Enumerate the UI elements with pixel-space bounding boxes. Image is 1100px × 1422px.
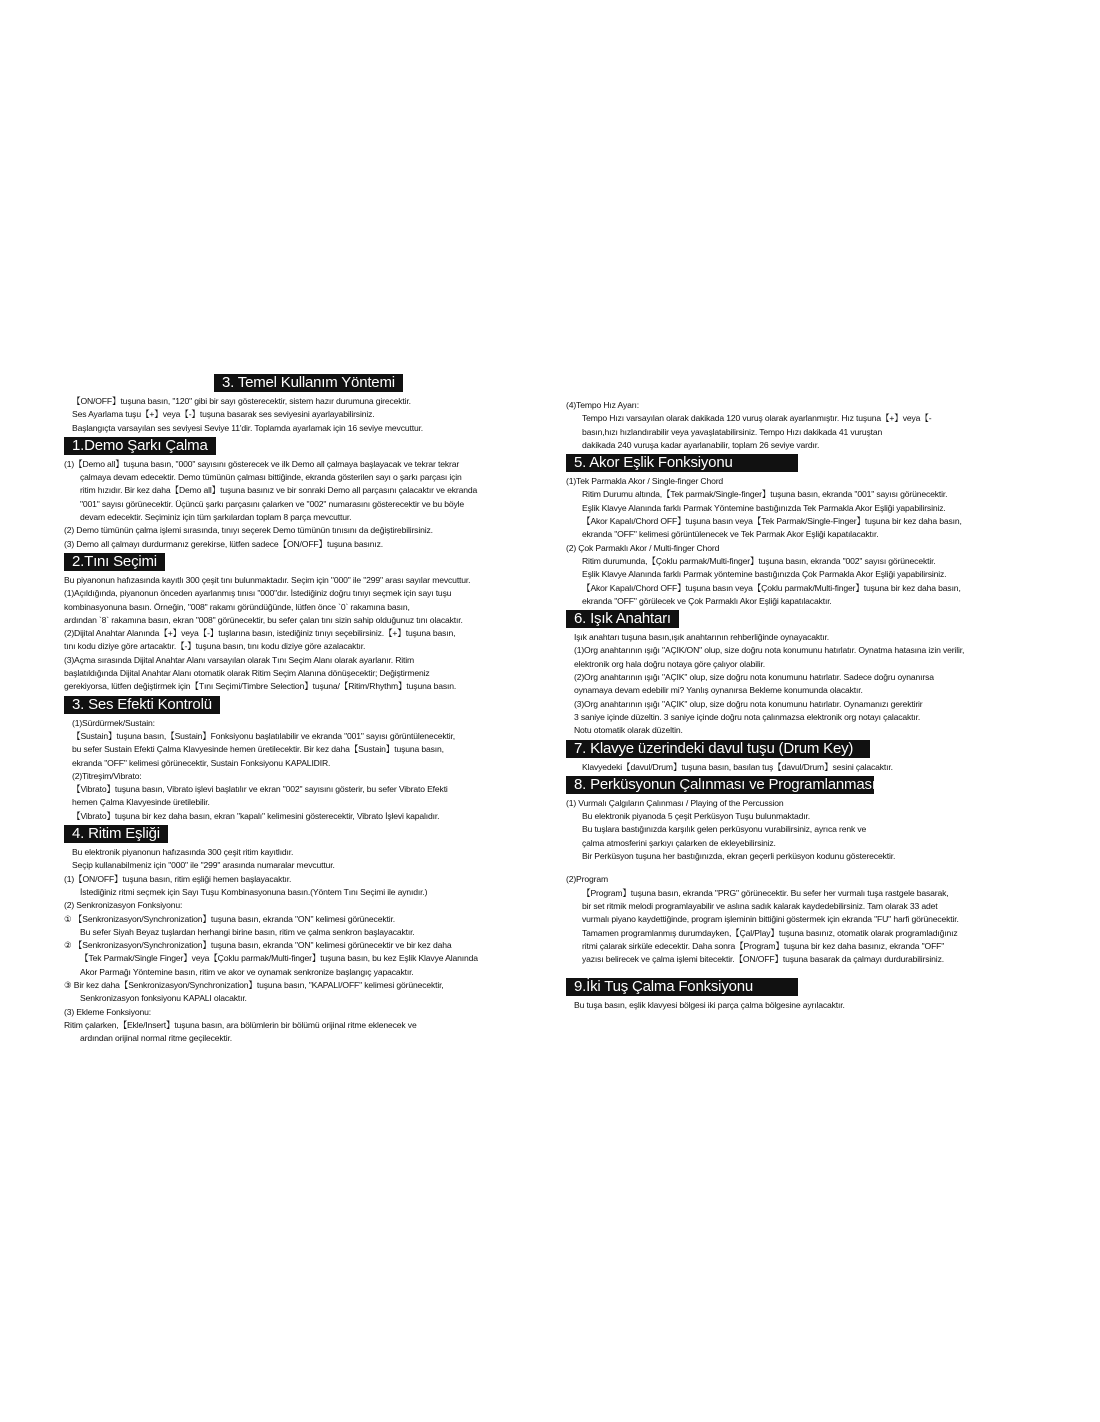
body-line: (1)Açıldığında, piyanonun önceden ayarlanmış tınısı "000"dır. İstediğiniz doğru tınıyı seçmek için sayı tuşu <box>64 588 452 599</box>
body-line: ardından orijinal normal ritme geçilecektir. <box>80 1033 232 1044</box>
spacer <box>566 966 1002 976</box>
section-heading-row <box>566 976 1002 999</box>
section-heading: 3. Temel Kullanım Yöntemi <box>214 374 403 392</box>
body-line: ekranda "OFF" kelimesi görüntülenecek ve Tek Parmak Akor Eşliği kapatılacaktır. <box>582 529 879 540</box>
body-line: dakikada 240 vuruşa kadar ayarlanabilir, toplam 26 seviye vardır. <box>582 439 820 450</box>
body-line: ekranda "OFF" kelimesi görünecektir, Sustain Fonksiyonu KAPALIDIR. <box>72 757 331 768</box>
body-line: ardından `8` rakamına basın, ekran "008" görünecektir, bu sefer çalan tını sizin sahip olduğunuz tını olacaktır. <box>64 614 463 625</box>
body-line: (3)Org anahtarının ışığı "AÇIK" olup, size doğru nota konumunu hatırlatır. Oynamanızı gerektirir <box>574 698 923 709</box>
right-column <box>566 399 1002 1013</box>
section-heading: 8. Perküsyonun Çalınması ve Programlanması <box>566 776 874 794</box>
body-line: ② 【Senkronizasyon/Synchronization】tuşuna basın, ekranda "ON" kelimesi görünecektir ve bir kez daha <box>64 940 452 951</box>
left-column <box>64 372 534 1045</box>
section-heading: 5. Akor Eşlik Fonksiyonu <box>566 454 798 472</box>
body-line: (3) Demo all çalmayı durdurmanız gerekirse, lütfen sadece【ON/OFF】tuşuna basınız. <box>64 538 383 549</box>
section-heading: 9.İki Tuş Çalma Fonksiyonu <box>566 978 798 996</box>
body-line: çalma atmosferini şarkıyı çalarken de ekleyebilirsiniz. <box>582 837 776 848</box>
body-line: Ritim durumunda,【Çoklu parmak/Multi-finger】tuşuna basın, ekranda "002" sayısı görünecektir. <box>582 555 936 566</box>
section-heading-row <box>64 372 534 395</box>
body-line: İstediğiniz ritmi seçmek için Sayı Tuşu Kombinasyonuna basın.(Yöntem Tını Seçimi ile aynıdır.) <box>80 886 428 897</box>
body-line: (1)Org anahtarının ışığı "AÇIK/ON" olup, size doğru nota konumunu hatırlatır. Oynatma hatasına izin verilir, <box>574 645 965 656</box>
section-heading-row <box>566 452 1002 475</box>
body-line: Bu tuşa basın, eşlik klavyesi bölgesi iki parça çalma bölgesine ayrılacaktır. <box>574 1000 845 1011</box>
body-line: yazısı belirecek ve çalma işlemi bitecektir.【ON/OFF】tuşuna basarak da çalmayı durdurabilirsiniz. <box>582 954 944 965</box>
body-line: bir set ritmik melodi programlayabilir ve aslına sadık kalarak kaydedebilirsiniz. Tam olarak 33 adet <box>582 900 938 911</box>
body-line: Ritim çalarken,【Ekle/Insert】tuşuna basın, ara bölümlerin bir bölümü orijinal ritme eklenecek ve <box>64 1019 417 1030</box>
body-line: (2)Program <box>566 874 608 885</box>
body-line: (2)Titreşim/Vibrato: <box>72 770 142 781</box>
body-line: 【Akor Kapalı/Chord OFF】tuşuna basın veya【Çoklu parmak/Multi-finger】tuşuna bir kez daha basın, <box>582 582 961 593</box>
body-line: Bir Perküsyon tuşuna her bastığınızda, ekran geçerli perküsyon kodunu gösterecektir. <box>582 851 896 862</box>
body-line: (1) Vurmalı Çalgıların Çalınması / Playing of the Percussion <box>566 797 784 808</box>
body-line: 【Vibrato】tuşuna bir kez daha basın, ekran "kapalı" kelimesini gösterecektir, Vibrato İşlevi kapalıdır. <box>72 810 440 821</box>
body-line: Ses Ayarlama tuşu【+】veya【-】tuşuna basarak ses seviyesini ayarlayabilirsiniz. <box>72 409 375 420</box>
section-heading-row <box>64 823 534 846</box>
body-line: hemen Çalma Klavyesinde üretilebilir. <box>72 797 210 808</box>
section-heading-row <box>566 738 1002 761</box>
body-line: Tamamen programlanmış durumdayken,【Çal/Play】tuşuna basınız, otomatik olarak programladığınız <box>582 927 958 938</box>
body-line: (2) Çok Parmaklı Akor / Multi-finger Chord <box>566 542 720 553</box>
body-line: Başlangıçta varsayılan ses seviyesi Seviye 11'dir. Toplamda ayarlamak için 16 seviye mevcuttur. <box>72 422 424 433</box>
body-line: ritim hızıdır. Bir kez daha【Demo all】tuşuna basınız ve bir sonraki Demo all parçasını çalacaktır ve ekranda <box>80 485 478 496</box>
section-heading: 3. Ses Efekti Kontrolü <box>64 696 220 714</box>
body-line: ritmi çalarak sirküle edecektir. Daha sonra【Program】tuşuna bir kez daha basınız, ekranda "OFF" <box>582 940 945 951</box>
body-line: kombinasyonuna basın. Örneğin, "008" rakamı göründüğünde, lütfen önce `0` rakamına basın, <box>64 601 410 612</box>
body-line: (1)【Demo all】tuşuna basın, "000" sayısını gösterecek ve ilk Demo all çalmaya başlayacak ve tekrar tekrar <box>64 458 460 469</box>
body-line: (1)Tek Parmakla Akor / Single-finger Chord <box>566 476 724 487</box>
body-line: devam edecektir. Seçiminiz için tüm şarkılardan toplam 8 parça mevcuttur. <box>80 512 352 523</box>
section-heading-row <box>64 551 534 574</box>
section-heading: 4. Ritim Eşliği <box>64 825 168 843</box>
section-heading: 1.Demo Şarkı Çalma <box>64 437 216 455</box>
body-line: 【Program】tuşuna basın, ekranda "PRG" görünecektir. Bu sefer her vurmalı tuşa rastgele basarak, <box>582 887 949 898</box>
body-line: ekranda "OFF" görülecek ve Çok Parmaklı Akor Eşliği kapatılacaktır. <box>582 595 832 606</box>
body-line: (3) Ekleme Fonksiyonu: <box>64 1006 151 1017</box>
body-line: Eşlik Klavye Alanında farklı Parmak Yöntemine bastığınızda Tek Parmakla Akor Eşliği yapabilirsiniz. <box>582 502 946 513</box>
body-line: Akor Parmağı Yöntemine basın, ritim ve akor ve oynamak senkronize başlangıç yapacaktır. <box>80 966 414 977</box>
body-line: Klavyedeki【davul/Drum】tuşuna basın, basılan tuş【davul/Drum】sesini çalacaktır. <box>582 761 893 772</box>
body-line: vurmalı piyano kaydettiğinde, program işleminin bittiğini göstermek için ekranda "FU" harfi görünecektir. <box>582 914 959 925</box>
section-heading-row <box>64 435 534 458</box>
body-line: "001" sayısı görünecektir. Üçüncü şarkı parçasını çalarken ve "002" numarasını gösterecektir ve bu böyle <box>80 498 465 509</box>
body-line: 3 saniye içinde düzeltin. 3 saniye içinde doğru nota çalınmazsa elektronik org notayı çalacaktır. <box>574 711 921 722</box>
body-line: (4)Tempo Hız Ayarı: <box>566 400 639 410</box>
section-heading: 7. Klavye üzerindeki davul tuşu (Drum Key) <box>566 740 870 758</box>
body-line: elektronik org hala doğru notaya göre çalıyor olabilir. <box>574 658 765 669</box>
body-line: Tempo Hızı varsayılan olarak dakikada 120 vuruş olarak ayarlanmıştır. Hız tuşuna【+】veya【- <box>582 413 932 424</box>
body-line: Bu tuşlara bastığınızda karşılık gelen perküsyonu vurabilirsiniz, ayrıca renk ve <box>582 824 867 835</box>
body-line: Bu elektronik piyanoda 5 çeşit Perküsyon Tuşu bulunmaktadır. <box>582 811 810 822</box>
section-heading-row <box>566 774 1002 797</box>
body-line: (2)Dijital Anahtar Alanında【+】veya【-】tuşlarına basın, istediğiniz tınıyı seçebilirsiniz.【+】tuşuna basın, <box>64 628 456 639</box>
section-heading-row <box>64 694 534 717</box>
body-line: bu sefer Sustain Efekti Çalma Klavyesinde hemen üretilecektir. Bir kez daha【Sustain】tuşuna basın, <box>72 744 444 755</box>
body-line: Bu elektronik piyanonun hafızasında 300 çeşit ritim kayıtlıdır. <box>72 847 294 858</box>
body-line: Bu piyanonun hafızasında kayıtlı 300 çeşit tını bulunmaktadır. Seçim için "000" ile "299" arası sayılar mevcuttur. <box>64 574 471 585</box>
body-line: ③ Bir kez daha【Senkronizasyon/Synchronization】tuşuna basın, "KAPALI/OFF" kelimesi görünecektir, <box>64 979 444 990</box>
body-line: gerekiyorsa, lütfen değiştirmek için【Tını Seçimi/Timbre Selection】tuşuna/【Ritim/Rhythm】tuşuna basın. <box>64 681 457 692</box>
body-line: Işık anahtarı tuşuna basın,ışık anahtarının rehberliğinde oynayacaktır. <box>574 632 829 643</box>
body-line: (2) Demo tümünün çalma işlemi sırasında, tınıyı seçerek Demo tümünün tınısını da değiştirebilirsiniz. <box>64 525 433 536</box>
body-line: çalmaya devam edecektir. Demo tümünün çalması bittiğinde, ekranda gösterilen sayı o şarkı parçası için <box>80 472 462 483</box>
body-line: Eşlik Klavye Alanında farklı Parmak yöntemine bastığınızda Çok Parmakla Akor Eşliği yapabilirsiniz. <box>582 569 947 580</box>
body-line: (2) Senkronizasyon Fonksiyonu: <box>64 900 183 911</box>
section-heading-row <box>566 608 1002 631</box>
body-line: oynamaya devam edebilir mi? Yanlış oynanırsa Bekleme konumunda olacaktır. <box>574 685 863 696</box>
body-line: (2)Org anahtarının ışığı "AÇIK" olup, size doğru nota konumunu hatırlatır. Sadece doğru oynanırsa <box>574 672 934 683</box>
body-line: Senkronizasyon fonksiyonu KAPALI olacaktır. <box>80 993 247 1004</box>
body-line: 【Tek Parmak/Single Finger】veya【Çoklu parmak/Multi-finger】tuşuna basın, bu kez Eşlik Klavye Alanında <box>80 953 478 964</box>
section-heading: 6. Işık Anahtarı <box>566 610 679 628</box>
body-line: (3)Açma sırasında Dijital Anahtar Alanı varsayılan olarak Tını Seçim Alanı olarak ayarlanır. Ritim <box>64 654 415 665</box>
body-line: 【Akor Kapalı/Chord OFF】tuşuna basın veya【Tek Parmak/Single-Finger】tuşuna bir kez daha basın, <box>582 516 962 527</box>
spacer <box>566 863 1002 873</box>
body-line: Bu sefer Siyah Beyaz tuşlardan herhangi birine basın, ritim ve çalma senkron başlayacaktır. <box>80 926 415 937</box>
body-line: Notu otomatik olarak düzeltin. <box>574 725 683 736</box>
body-line: tını kodu diziye göre artacaktır.【-】tuşuna basın, tını kodu diziye göre azalacaktır. <box>64 641 366 652</box>
body-line: Ritim Durumu altında,【Tek parmak/Single-finger】tuşuna basın, ekranda "001" sayısı görünecektir. <box>582 489 948 500</box>
body-line: başlatıldığında Dijital Anahtar Alanı otomatik olarak Ritim Seçim Alanına dönüşecektir; Değiştirmeniz <box>64 668 430 679</box>
body-line: (1)Sürdürmek/Sustain: <box>72 717 155 728</box>
body-line: ① 【Senkronizasyon/Synchronization】tuşuna basın, ekranda "ON" kelimesi görünecektir. <box>64 913 395 924</box>
section-heading: 2.Tını Seçimi <box>64 553 165 571</box>
body-line: 【Sustain】tuşuna basın,【Sustain】Fonksiyonu başlatılabilir ve ekranda "001" sayısı görüntülenecektir, <box>72 730 455 741</box>
body-line: basın,hızı hızlandırabilir veya yavaşlatabilirsiniz. Tempo Hızı dakikada 41 vuruştan <box>582 426 883 437</box>
body-line: 【Vibrato】tuşuna basın, Vibrato işlevi başlatılır ve ekran "002" sayısını gösterir, bu sefer Vibrato Efekti <box>72 784 448 795</box>
body-line: Seçip kullanabilmeniz için "000" ile "299" arasında numaralar mevcuttur. <box>72 860 335 871</box>
body-line: (1)【ON/OFF】tuşuna basın, ritim eşliği hemen başlayacaktır. <box>64 873 292 884</box>
body-line: 【ON/OFF】tuşuna basın, "120" gibi bir sayı gösterecektir, sistem hazır durumuna girecektir. <box>72 396 411 406</box>
